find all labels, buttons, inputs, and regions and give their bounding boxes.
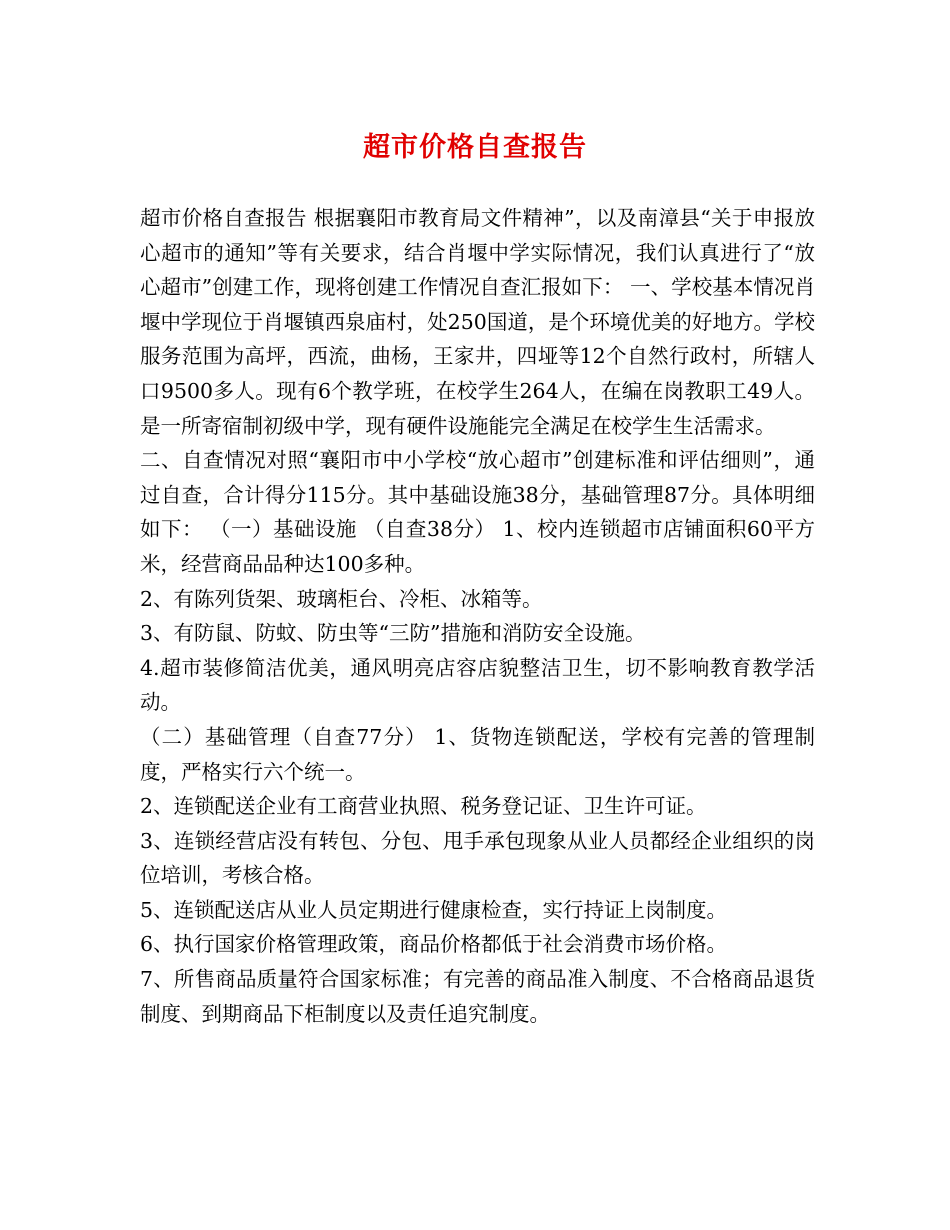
- paragraph: 3、连锁经营店没有转包、分包、甩手承包现象从业人员都经企业组织的岗位培训，考核合格。: [140, 828, 815, 888]
- paragraph: 2、有陈列货架、玻璃柜台、冷柜、冰箱等。: [140, 586, 543, 611]
- paragraph: 3、有防鼠、防蚊、防虫等“三防”措施和消防安全设施。: [140, 621, 646, 646]
- paragraph: （二）基础管理（自查77分） 1、货物连锁配送，学校有完善的管理制度，严格实行六个统一。: [140, 724, 815, 784]
- paragraph: 5、连锁配送店从业人员定期进行健康检查，实行持证上岗制度。: [140, 897, 728, 922]
- paragraph: 超市价格自查报告 根据襄阳市教育局文件精神”，以及南漳县“关于申报放心超市的通知”等有关要求，结合肖堰中学实际情况，我们认真进行了“放心超市”创建工作，现将创建工作情况自查汇报如下： 一、学校基本情况肖堰中学现位于肖堰镇西泉庙村，处250国道，是个环境优美的好地方。学校服务范围为高坪，西流，曲杨，王家井，四垭等12个自然行政村，所辖人口9500多人。现有6个教学班，在校学生264人，在编在岗教职工49人。是一所寄宿制初级中学，现有硬件设施能完全满足在校学生生活需求。: [140, 206, 815, 438]
- paragraph: 二、自查情况对照“襄阳市中小学校“放心超市”创建标准和评估细则”，通过自查，合计得分115分。其中基础设施38分，基础管理87分。具体明细如下： （一）基础设施 （自查38分） 1、校内连锁超市店铺面积60平方米，经营商品品种达100多种。: [140, 448, 815, 576]
- paragraph: 7、所售商品质量符合国家标准；有完善的商品准入制度、不合格商品退货制度、到期商品下柜制度以及责任追究制度。: [140, 967, 815, 1026]
- paragraph: 4.超市装修简洁优美，通风明亮店容店貌整洁卫生，切不影响教育教学活动。: [140, 655, 815, 715]
- paragraph: 6、执行国家价格管理政策，商品价格都低于社会消费市场价格。: [140, 932, 728, 957]
- paragraph: 2、连锁配送企业有工商营业执照、税务登记证、卫生许可证。: [140, 794, 707, 819]
- document-title: 超市价格自查报告: [363, 132, 587, 163]
- document-body: [140, 201, 815, 1031]
